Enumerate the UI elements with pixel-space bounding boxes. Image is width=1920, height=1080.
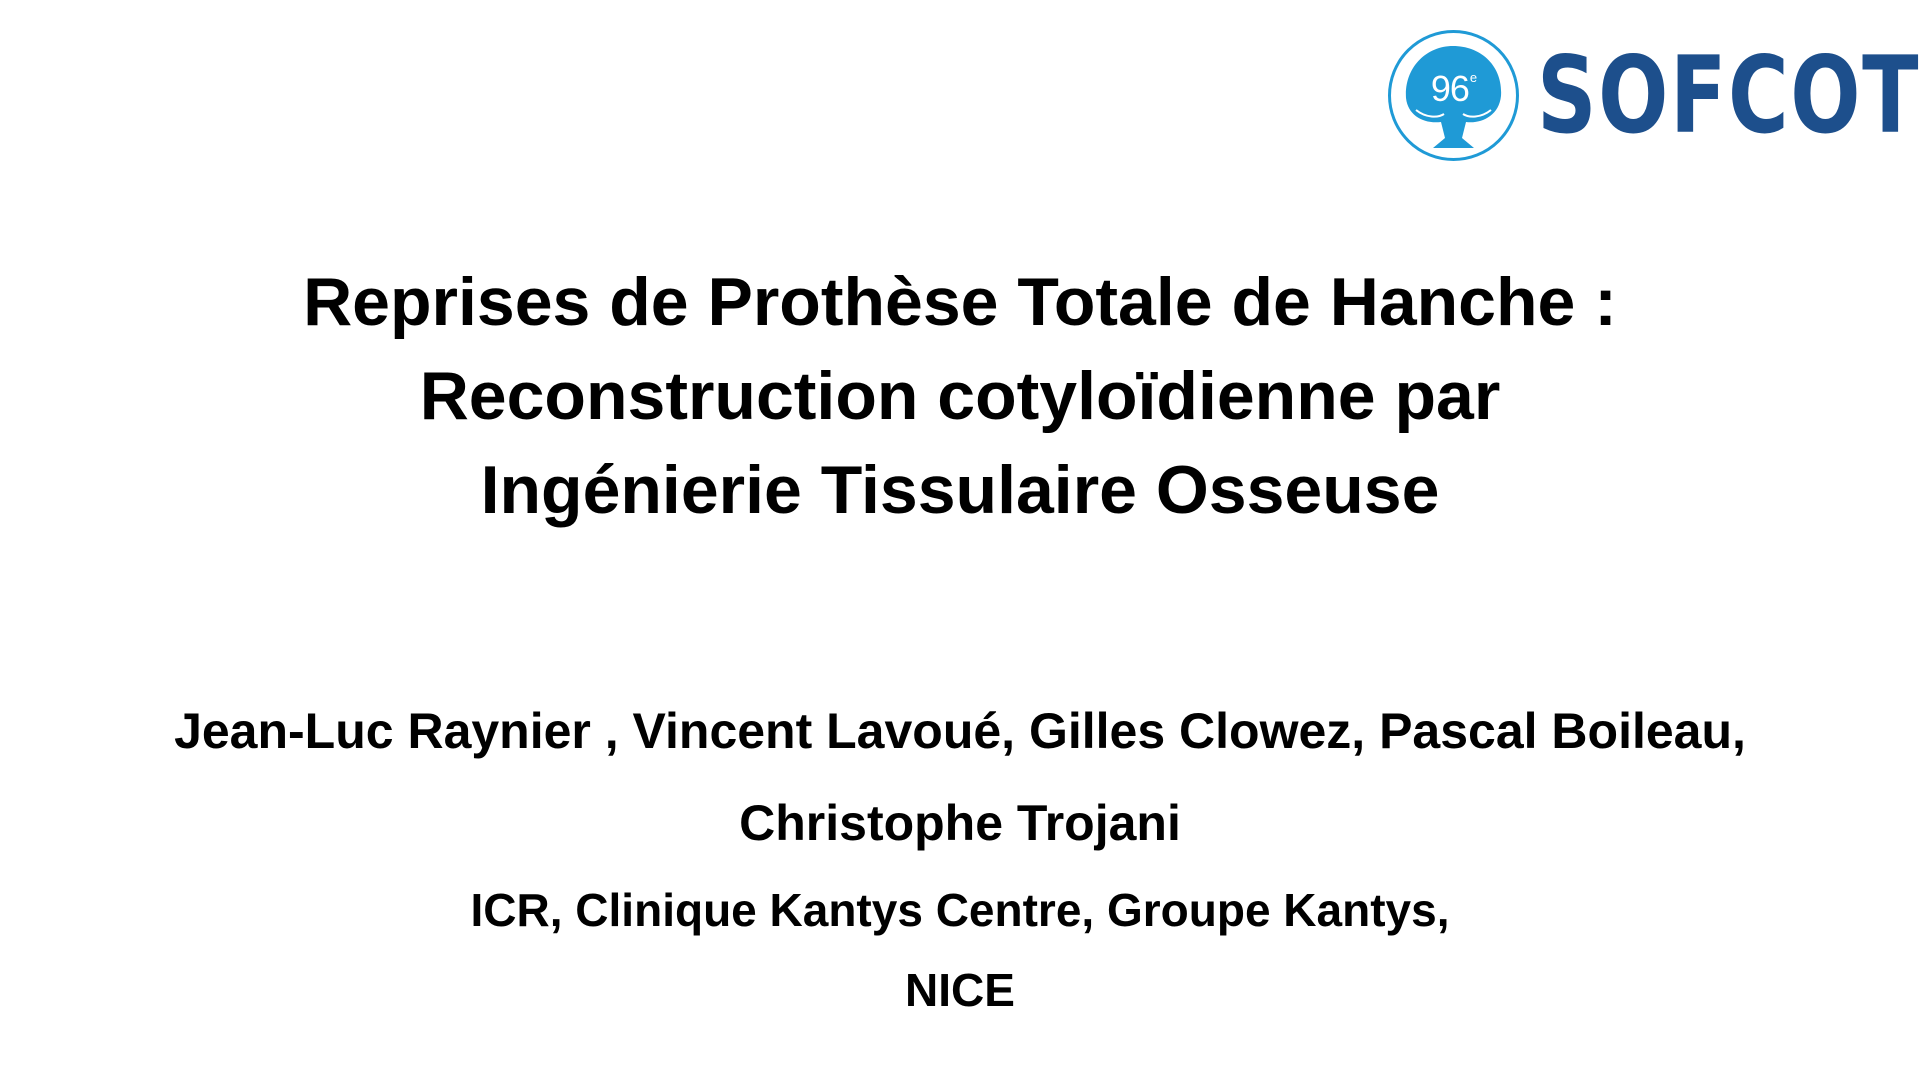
affiliation bbox=[0, 870, 1920, 1030]
title-line: Reprises de Prothèse Totale de Hanche : bbox=[303, 264, 1617, 340]
author-line: Jean-Luc Raynier , Vincent Lavoué, Gilles Clowez, Pascal Boileau, bbox=[174, 703, 1746, 759]
edition-suffix: e bbox=[1469, 70, 1477, 85]
title-line: Reconstruction cotyloïdienne par bbox=[419, 358, 1501, 434]
affiliation-line: ICR, Clinique Kantys Centre, Groupe Kantys, bbox=[470, 884, 1450, 936]
sofcot-wordmark: SOFCOT bbox=[1537, 33, 1920, 157]
sofcot-logo bbox=[1386, 28, 1920, 163]
affiliation-city: NICE bbox=[905, 964, 1015, 1016]
presentation-title bbox=[0, 255, 1920, 537]
edition-number: 96e bbox=[1430, 68, 1477, 109]
tree-badge-icon bbox=[1386, 28, 1521, 163]
title-line: Ingénierie Tissulaire Osseuse bbox=[480, 452, 1440, 528]
author-line: Christophe Trojani bbox=[739, 795, 1181, 851]
author-list bbox=[0, 685, 1920, 869]
